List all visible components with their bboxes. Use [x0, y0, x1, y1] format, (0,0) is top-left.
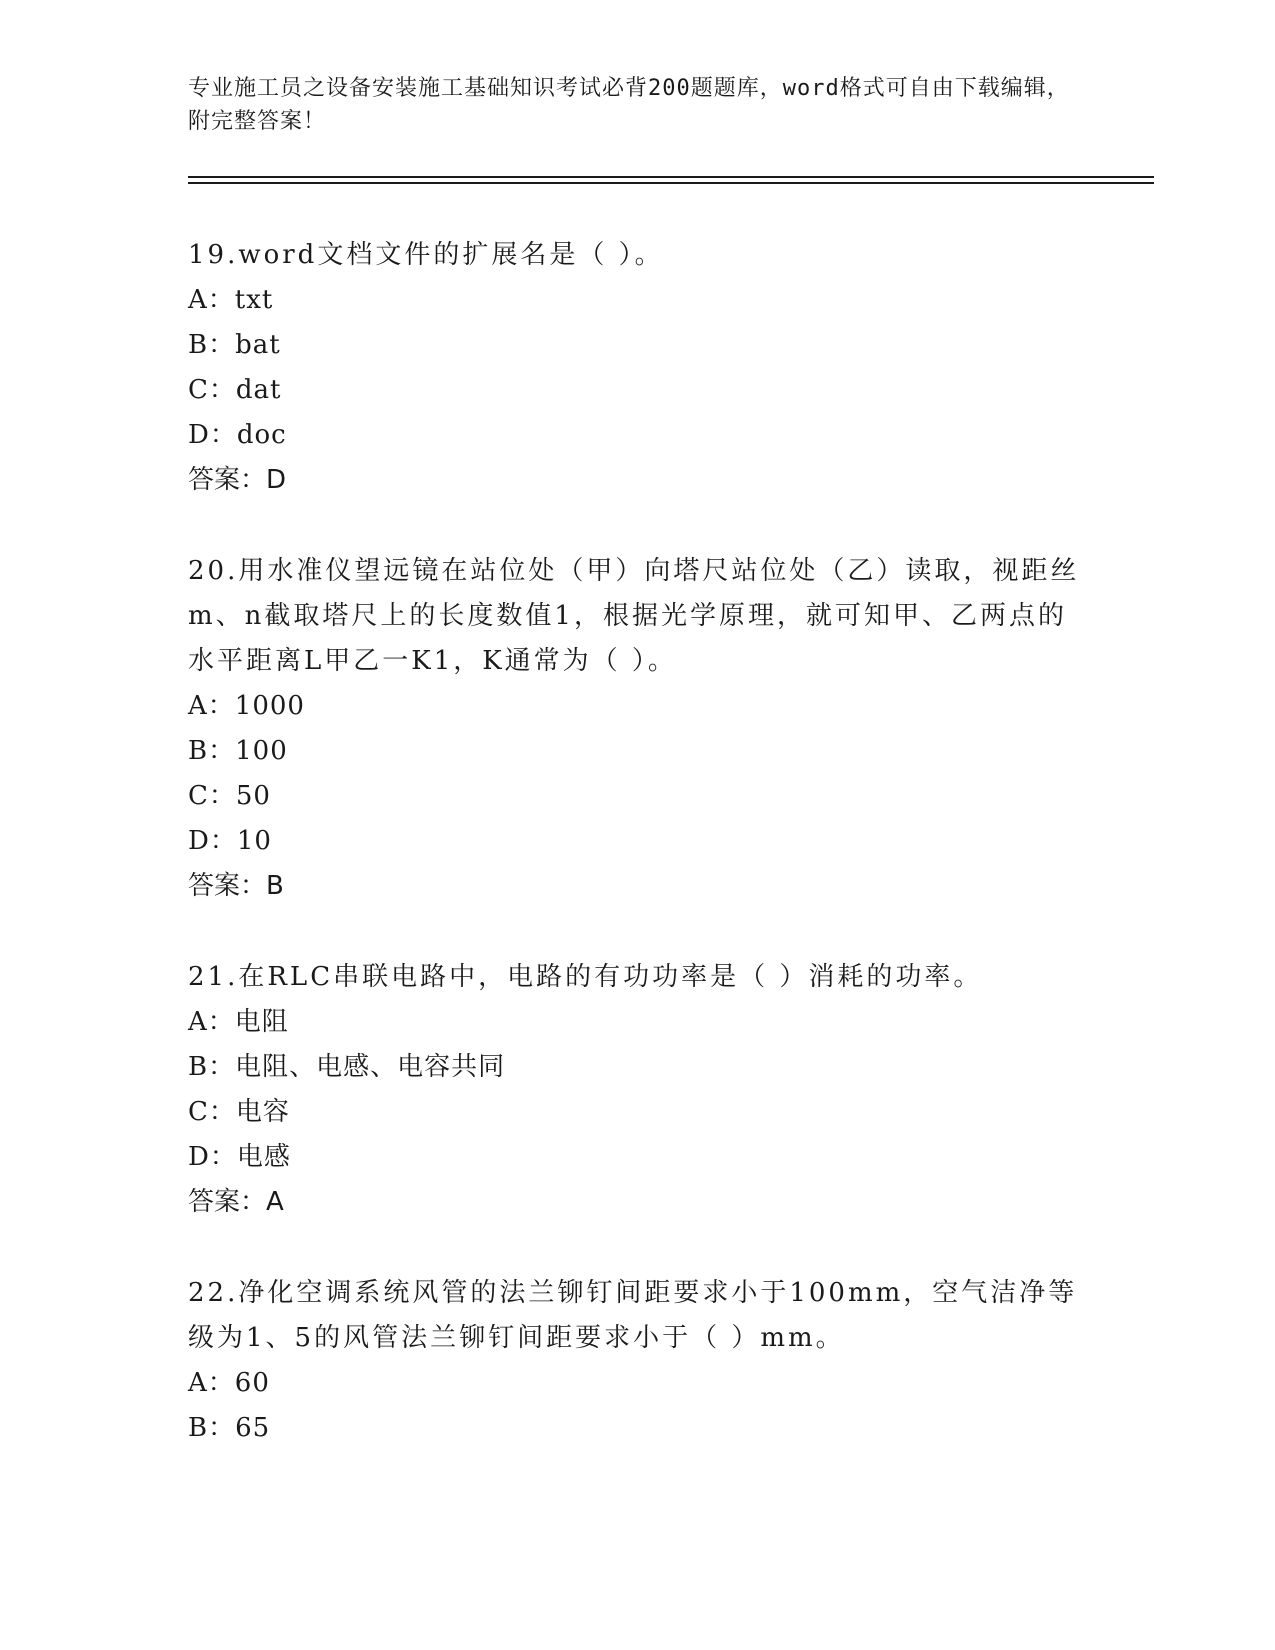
- header-divider-bottom: [188, 182, 1154, 184]
- option-b: B：bat: [188, 330, 281, 360]
- question-list: [188, 233, 1088, 1497]
- question-19: [188, 233, 1088, 503]
- answer-line: 答案：B: [188, 871, 284, 901]
- question-20: [188, 549, 1088, 909]
- option-b: B：100: [188, 736, 288, 766]
- header-divider-top: [188, 176, 1154, 178]
- question-21: [188, 955, 1088, 1225]
- option-a: A：txt: [188, 285, 274, 315]
- option-c: C：50: [188, 781, 271, 811]
- question-text: 22.净化空调系统风管的法兰铆钉间距要求小于100mm，空气洁净等级为1、5的风管法兰铆钉间距要求小于（ ）mm。: [188, 1278, 1078, 1353]
- answer-line: 答案：D: [188, 465, 287, 495]
- option-d: D：电感: [188, 1142, 291, 1172]
- question-text: 20.用水准仪望远镜在站位处（甲）向塔尺站位处（乙）读取，视距丝m、n截取塔尺上的长度数值1，根据光学原理，就可知甲、乙两点的水平距离L甲乙一K1，K通常为（ ）。: [188, 556, 1080, 676]
- question-text: 21.在RLC串联电路中，电路的有功功率是（ ）消耗的功率。: [188, 962, 983, 992]
- option-a: A：电阻: [188, 1007, 289, 1037]
- option-b: B：65: [188, 1413, 271, 1443]
- option-c: C：电容: [188, 1097, 290, 1127]
- option-d: D：doc: [188, 420, 287, 450]
- document-header: 专业施工员之设备安装施工基础知识考试必背200题题库，word格式可自由下载编辑，附完整答案！: [188, 76, 1070, 134]
- answer-line: 答案：A: [188, 1187, 284, 1217]
- option-d: D：10: [188, 826, 272, 856]
- option-a: A：60: [188, 1368, 270, 1398]
- option-b: B：电阻、电感、电容共同: [188, 1052, 506, 1082]
- question-22: [188, 1271, 1088, 1451]
- option-c: C：dat: [188, 375, 282, 405]
- option-a: A：1000: [188, 691, 305, 721]
- question-text: 19.word文档文件的扩展名是（ ）。: [188, 240, 664, 270]
